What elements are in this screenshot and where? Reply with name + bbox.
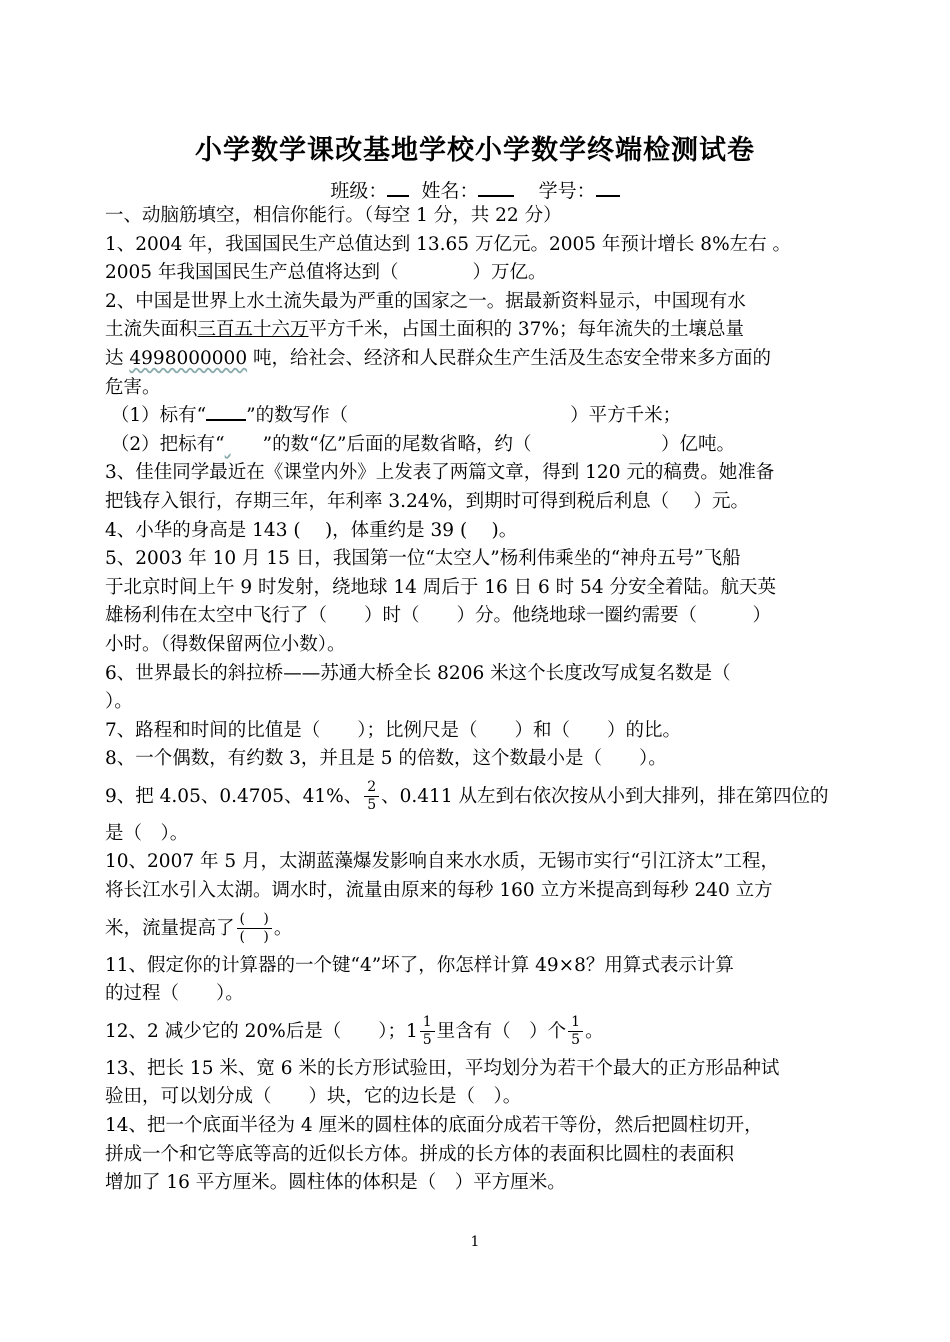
page-title: 小学数学课改基地学校小学数学终端检测试卷 xyxy=(195,135,755,166)
text-fragment: 达 xyxy=(105,347,130,369)
text-fragment: 吨，给社会、经济和人民群众生产生活及生态安全带来多方面的 xyxy=(247,347,771,369)
question-5-line-4: 小时。（得数保留两位小数）。 xyxy=(105,633,346,655)
text-fragment: ”的数“亿”后面的尾数省略，约（ ）亿吨。 xyxy=(262,433,736,455)
question-7: 7、路程和时间的比值是（ ）；比例尺是（ ）和（ ）的比。 xyxy=(105,719,682,741)
question-2-line-2 xyxy=(105,316,860,345)
fraction-denominator: 5 xyxy=(422,1032,432,1049)
question-10-line-2: 将长江水引入太湖。调水时，流量由原来的每秒 160 立方米提高到每秒 240 立方 xyxy=(105,880,773,902)
question-10-line-1: 10、2007 年 5 月，太湖蓝藻爆发影响自来水水质，无锡市实行“引江济太”工程， xyxy=(105,851,779,873)
wavy-underline-mark xyxy=(225,431,263,460)
text-fragment: 。 xyxy=(585,1020,604,1042)
question-14-line-3: 增加了 16 平方厘米。圆柱体的体积是（ ）平方厘米。 xyxy=(105,1172,566,1194)
text-fragment: 米，流量提高了 xyxy=(105,917,235,939)
question-5-line-3: 雄杨利伟在太空中飞行了（ ）时（ ）分。他绕地球一圈约需要（ ） xyxy=(105,605,772,627)
question-2-sub-1 xyxy=(105,402,860,431)
question-2-line-1: 2、中国是世界上水土流失最为严重的国家之一。据最新资料显示，中国现有水 xyxy=(105,290,746,312)
id-label: 学号： xyxy=(538,180,596,202)
name-blank[interactable] xyxy=(478,179,514,197)
fraction xyxy=(420,1014,435,1049)
question-4: 4、小华的身高是 143 ( )，体重约是 39 ( )。 xyxy=(105,519,518,541)
question-2-sub-2 xyxy=(105,431,860,460)
text-fragment: 平方千米，占国土面积的 37%；每年流失的土壤总量 xyxy=(308,319,745,341)
text-fragment: 、0.411 从左到右依次按从小到大排列，排在第四位的 xyxy=(381,785,829,807)
fraction-numerator: 1 xyxy=(420,1014,435,1032)
question-2-line-3 xyxy=(105,345,860,374)
question-5-line-2: 于北京时间上午 9 时发射，绕地球 14 周后于 16 日 6 时 54 分安全着陆。航天英 xyxy=(105,576,776,598)
text-fragment: 土流失面积 xyxy=(105,319,198,341)
wavy-underlined-number: 4998000000 xyxy=(129,347,248,369)
question-8: 8、一个偶数，有约数 3，并且是 5 的倍数，这个数最小是（ ）。 xyxy=(105,748,667,770)
text-fragment: （2）把标有“ xyxy=(110,433,225,455)
fraction-numerator: 2 xyxy=(364,779,379,797)
question-3-line-2: 把钱存入银行，存期三年，年利率 3.24%，到期时可得到税后利息（ ）元。 xyxy=(105,490,750,512)
question-14-line-1: 14、把一个底面半径为 4 厘米的圆柱体的底面分成若干等份，然后把圆柱切开， xyxy=(105,1115,763,1137)
fraction xyxy=(364,779,379,814)
question-13-line-1: 13、把长 15 米、宽 6 米的长方形试验田，平均划分为若干个最大的正方形品种试 xyxy=(105,1057,780,1079)
fraction-numerator: ( ) xyxy=(237,911,272,929)
question-13-line-2: 验田，可以划分成（ ）块，它的边长是（ ）。 xyxy=(105,1086,522,1108)
fraction-denominator: 5 xyxy=(367,797,377,814)
question-1-line-2: 2005 年我国国民生产总值将达到（ ）万亿。 xyxy=(105,262,547,284)
question-1-line-1: 1、2004 年，我国国民生产总值达到 13.65 万亿元。2005 年预计增长 8%左右 。 xyxy=(105,233,792,255)
page-number: 1 xyxy=(470,1234,480,1250)
question-6-line-2: ）。 xyxy=(105,691,133,713)
question-10-line-3 xyxy=(105,906,860,952)
question-11-line-1: 11、假定你的计算器的一个键“4”坏了，你怎样计算 49×8？用算式表示计算 xyxy=(105,954,734,976)
question-2-line-4: 危害。 xyxy=(105,376,161,398)
fraction-blank xyxy=(237,911,272,946)
section-heading: 一、动脑筋填空，相信你能行。（每空 1 分，共 22 分） xyxy=(105,205,562,226)
text-fragment: 12、2 减少它的 20%后是（ ）；1 xyxy=(105,1020,418,1042)
text-fragment: 里含有（ ）个 xyxy=(436,1020,567,1042)
text-fragment: ”的数写作（ ）平方千米； xyxy=(246,405,682,427)
text-fragment: （1）标有“ xyxy=(110,405,207,427)
question-12 xyxy=(105,1009,860,1055)
question-3-line-1: 3、佳佳同学最近在《课堂内外》上发表了两篇文章，得到 120 元的稿费。她准备 xyxy=(105,462,775,484)
class-blank[interactable] xyxy=(387,179,409,197)
question-6-line-1: 6、世界最长的斜拉桥——苏通大桥全长 8206 米这个长度改写成复名数是（ xyxy=(105,662,731,684)
question-body xyxy=(105,202,860,1198)
underline-mark xyxy=(206,405,246,421)
question-9-line-1 xyxy=(105,774,860,820)
text-fragment: 9、把 4.05、0.4705、41%、 xyxy=(105,785,363,807)
underlined-number-words: 三百五十六万 xyxy=(197,319,309,341)
student-info-row xyxy=(0,176,950,203)
text-fragment: 。 xyxy=(273,917,293,939)
fraction-numerator: 1 xyxy=(568,1014,583,1032)
id-blank[interactable] xyxy=(596,179,620,197)
name-label: 姓名： xyxy=(421,180,479,202)
question-14-line-2: 拼成一个和它等底等高的近似长方体。拼成的长方体的表面积比圆柱的表面积 xyxy=(105,1143,735,1165)
question-9-line-2: 是（ ）。 xyxy=(105,822,189,844)
fraction-denominator: 5 xyxy=(571,1032,581,1049)
fraction xyxy=(568,1014,583,1049)
question-5-line-1: 5、2003 年 10 月 15 日，我国第一位“太空人”杨利伟乘坐的“神舟五号”飞船 xyxy=(105,548,741,570)
fraction-denominator: ( ) xyxy=(239,929,269,946)
class-label: 班级： xyxy=(330,180,388,202)
question-11-line-2: 的过程（ ）。 xyxy=(105,983,244,1005)
